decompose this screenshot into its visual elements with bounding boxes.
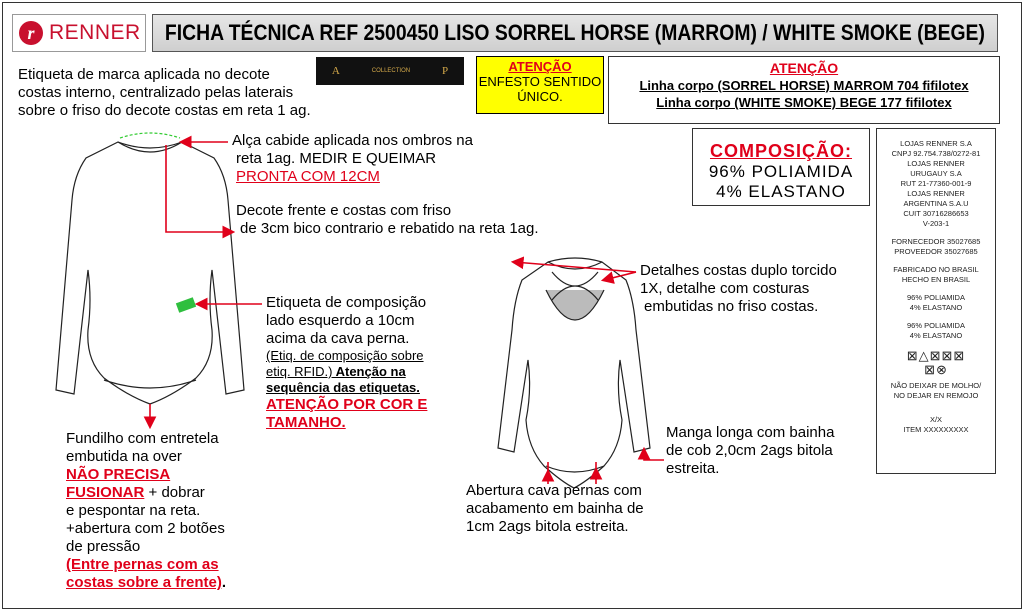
note-brand-label <box>18 66 311 120</box>
label-line: FORNECEDOR 35027685 <box>891 237 981 246</box>
label-line: 96% POLIAMIDA <box>907 293 965 302</box>
collection-tag-middle: COLLECTION <box>371 68 411 74</box>
label-line: 4% ELASTANO <box>909 331 963 340</box>
care-symbols-icon: ⊠⊗ <box>924 362 948 377</box>
note-line: Decote frente e costas com friso <box>236 202 452 219</box>
note-line: de 3cm bico contrario e rebatido na reta 1ag. <box>240 220 539 237</box>
note-line: embutidas no friso costas. <box>644 298 819 315</box>
label-line: NÃO DEIXAR DE MOLHO/ <box>890 381 982 390</box>
note-hanger-loop <box>232 132 473 186</box>
attention-title: ATENÇÃO <box>769 60 839 76</box>
attention-title: ATENÇÃO <box>508 59 572 74</box>
attention-line: ENFESTO SENTIDO <box>478 74 602 89</box>
note-line-red: PRONTA COM 12CM <box>236 168 380 185</box>
note-line-red: NÃO PRECISA <box>66 466 171 483</box>
composition-label-marker <box>176 297 196 313</box>
label-line: CNPJ 92.754.738/0272-81 <box>891 149 981 158</box>
label-line: LOJAS RENNER <box>907 189 965 198</box>
label-line: 96% POLIAMIDA <box>907 321 965 330</box>
composition-box <box>692 128 870 206</box>
label-line: CUIT 30716286653 <box>903 209 969 218</box>
label-line: 4% ELASTANO <box>909 303 963 312</box>
collection-tag-left: A <box>331 65 340 77</box>
label-line: RUT 21-77360-001-9 <box>900 179 972 188</box>
note-line-bold: Atenção na <box>332 364 406 379</box>
note-line-bold: sequência das etiquetas. <box>266 380 420 395</box>
note-line: de pressão <box>66 538 141 555</box>
note-line: (Etiq. de composição sobre <box>266 348 424 363</box>
label-line: LOJAS RENNER <box>907 159 965 168</box>
label-line: V-203-1 <box>922 219 950 228</box>
note-line: Etiqueta de marca aplicada no decote <box>18 66 270 83</box>
label-line: HECHO EN BRASIL <box>901 275 971 284</box>
note-line: lado esquerdo a 10cm <box>266 312 415 329</box>
composition-line: 96% POLIAMIDA <box>708 162 854 181</box>
thread-line-brown: Linha corpo (SORREL HORSE) MARROM 704 fifilotex <box>639 78 969 93</box>
note-line: . <box>221 574 227 591</box>
note-line: costas interno, centralizado pelas laterais <box>18 84 294 101</box>
label-line: X/X <box>929 415 943 424</box>
page-title-text: FICHA TÉCNICA REF 2500450 LISO SORREL HORSE (MARROM) / WHITE SMOKE (BEGE) <box>164 20 986 45</box>
note-line: + dobrar <box>144 484 205 501</box>
note-line-red: TAMANHO. <box>266 414 346 431</box>
note-line-red: ATENÇÃO POR COR E <box>266 396 428 413</box>
note-line: +abertura com 2 botões <box>66 520 225 537</box>
label-line: FABRICADO NO BRASIL <box>893 265 979 274</box>
note-back-detail <box>640 262 837 316</box>
attention-line: ÚNICO. <box>517 89 563 104</box>
note-neckline <box>236 202 539 238</box>
label-line: ITEM XXXXXXXXX <box>903 425 969 434</box>
collection-tag-right: P <box>441 65 449 77</box>
composition-line: 4% ELASTANO <box>716 182 846 201</box>
label-line: LOJAS RENNER S.A <box>900 139 972 148</box>
care-symbols-icon: ⊠△⊠⊠⊠ <box>906 348 966 363</box>
brand-mark-icon: r <box>19 21 43 45</box>
composition-title: COMPOSIÇÃO: <box>709 141 852 161</box>
attention-thread-box <box>608 56 1000 124</box>
front-bodysuit-drawing <box>56 133 244 404</box>
note-line: Manga longa com bainha <box>666 424 835 441</box>
label-line: ARGENTINA S.A.U <box>903 199 969 208</box>
note-sleeve <box>666 424 834 478</box>
note-line: estreita. <box>666 460 720 477</box>
note-line-red: costas sobre a frente) <box>66 574 222 591</box>
note-line: acima da cava perna. <box>266 330 410 347</box>
note-line: 1X, detalhe com costuras <box>640 280 810 297</box>
label-line: NO DEJAR EN REMOJO <box>893 391 979 400</box>
note-line: Detalhes costas duplo torcido <box>640 262 837 279</box>
label-line: PROVEEDOR 35027685 <box>894 247 978 256</box>
attention-spreading-box <box>476 56 604 114</box>
note-line: sobre o friso do decote costas em reta 1 ag. <box>18 102 311 119</box>
note-line: acabamento em bainha de <box>466 500 644 517</box>
brand-name: RENNER <box>49 21 141 44</box>
note-line: Alça cabide aplicada nos ombros na <box>232 132 473 149</box>
note-line: reta 1ag. MEDIR E QUEIMAR <box>236 150 437 167</box>
note-line: Abertura cava pernas com <box>466 482 642 499</box>
note-line-red: FUSIONAR <box>66 484 145 501</box>
note-line: Fundilho com entretela <box>66 430 219 447</box>
note-leg-opening <box>466 482 644 536</box>
note-line: Etiqueta de composição <box>266 294 427 311</box>
note-line-red: (Entre pernas com as <box>66 556 219 573</box>
note-line: embutida na over <box>66 448 182 465</box>
note-line: de cob 2,0cm 2ags bitola <box>666 442 833 459</box>
note-gusset <box>66 430 226 592</box>
note-line: e pespontar na reta. <box>66 502 201 519</box>
note-line: 1cm 2ags bitola estreita. <box>466 518 629 535</box>
thread-line-beige: Linha corpo (WHITE SMOKE) BEGE 177 fifilotex <box>656 95 952 110</box>
note-composition-label <box>266 294 427 432</box>
collection-label-image <box>316 57 464 85</box>
care-label-illustration <box>876 128 996 474</box>
note-line: etiq. RFID.) <box>266 364 333 379</box>
label-line: URUGAUY S.A <box>910 169 962 178</box>
back-bodysuit-drawing <box>498 258 650 488</box>
